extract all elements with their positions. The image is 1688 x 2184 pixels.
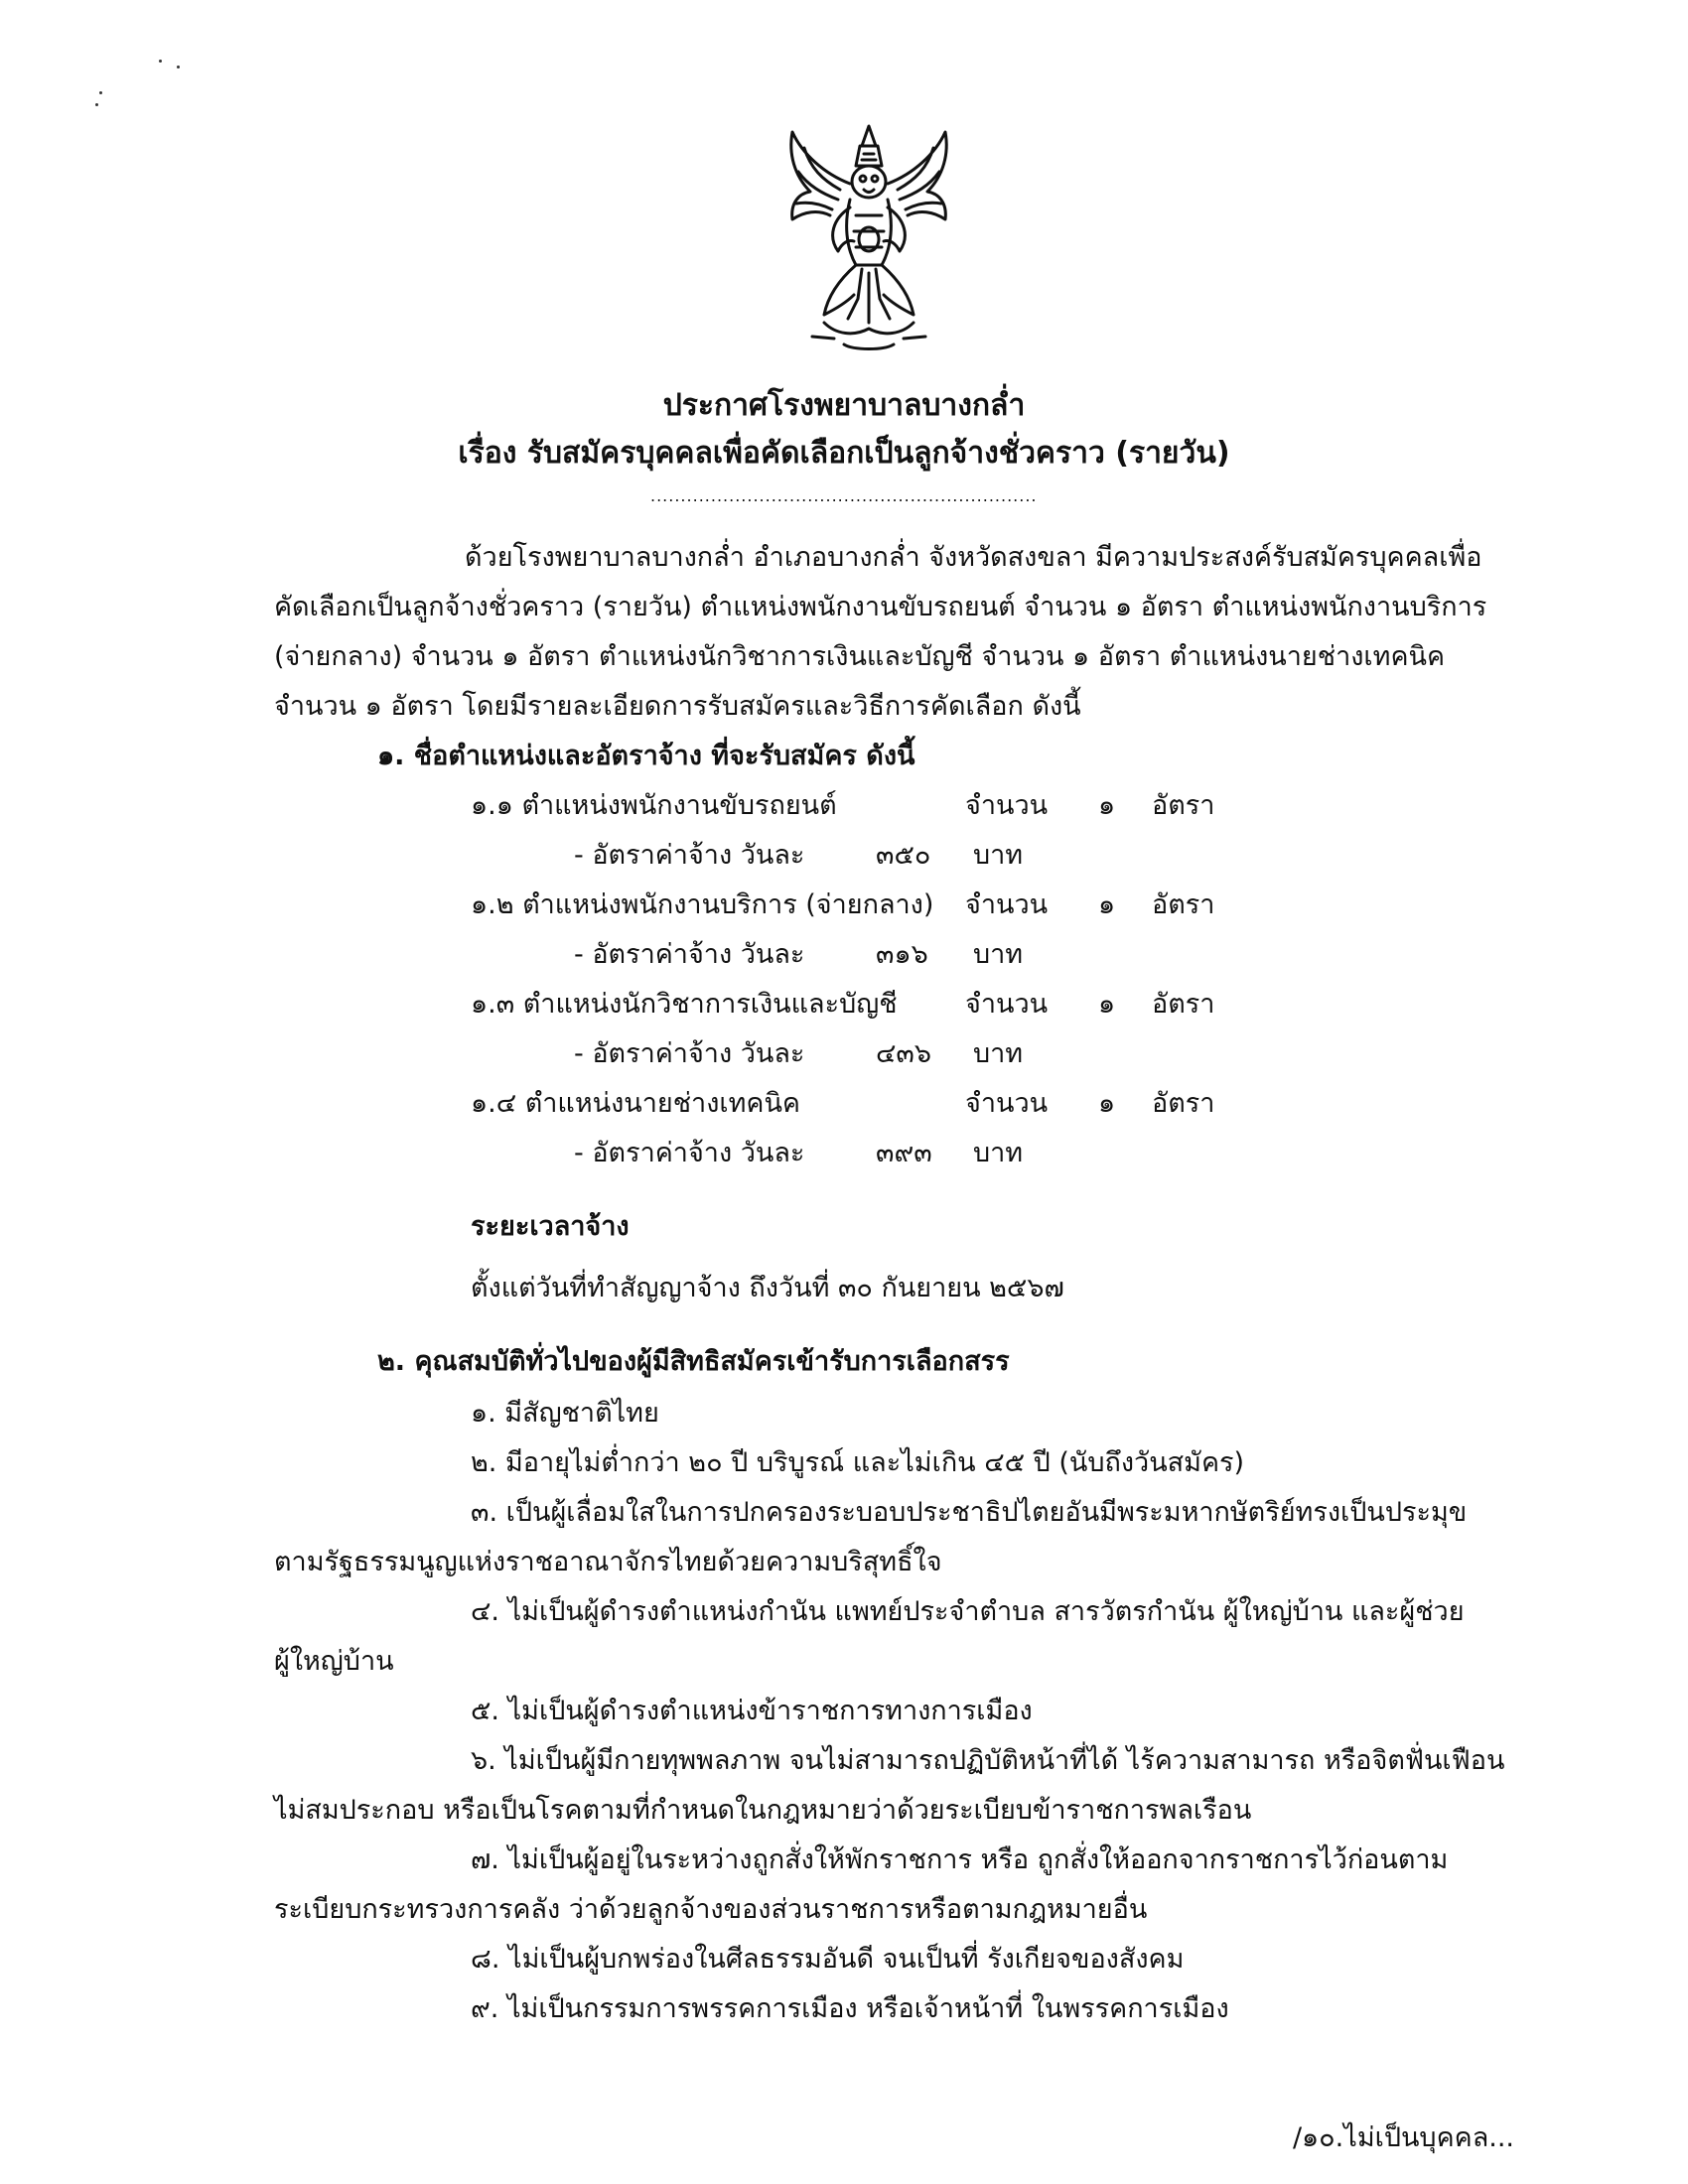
wage-label: - อัตราค่าจ้าง วันละ bbox=[574, 1038, 805, 1069]
position-count: ๑ bbox=[1098, 989, 1116, 1020]
qualification-item: ๗. ไม่เป็นผู้อยู่ในระหว่างถูกสั่งให้พักราชการ หรือ ถูกสั่งให้ออกจากราชการไว้ก่อนตาม bbox=[471, 1844, 1449, 1875]
position-unit: อัตรา bbox=[1152, 790, 1215, 821]
wage-label: - อัตราค่าจ้าง วันละ bbox=[574, 939, 805, 970]
wage-currency: บาท bbox=[973, 1138, 1024, 1168]
wage-label: - อัตราค่าจ้าง วันละ bbox=[574, 1138, 805, 1168]
position-title: ๑.๑ ตำแหน่งพนักงานขับรถยนต์ bbox=[471, 790, 837, 821]
qualification-item: ๓. เป็นผู้เลื่อมใสในการปกครองระบอบประชาธิปไตยอันมีพระมหากษัตริย์ทรงเป็นประมุข bbox=[471, 1497, 1468, 1528]
qualification-item: ผู้ใหญ่บ้าน bbox=[274, 1646, 394, 1677]
intro-line: คัดเลือกเป็นลูกจ้างชั่วคราว (รายวัน) ตำแหน่งพนักงานขับรถยนต์ จำนวน ๑ อัตรา ตำแหน่งพนักงานบริการ bbox=[274, 592, 1487, 622]
position-unit: อัตรา bbox=[1152, 889, 1215, 920]
qualification-item: ๕. ไม่เป็นผู้ดำรงตำแหน่งข้าราชการทางการเมือง bbox=[471, 1696, 1033, 1726]
position-count: ๑ bbox=[1098, 790, 1116, 821]
qualification-item: ๑. มีสัญชาติไทย bbox=[471, 1398, 659, 1429]
period-text: ตั้งแต่วันที่ทำสัญญาจ้าง ถึงวันที่ ๓๐ กันยายน ๒๕๖๗ bbox=[471, 1273, 1064, 1303]
position-count-label: จำนวน bbox=[965, 790, 1049, 821]
qualification-item: ๒. มีอายุไม่ต่ำกว่า ๒๐ ปี บริบูรณ์ และไม่เกิน ๔๕ ปี (นับถึงวันสมัคร) bbox=[471, 1447, 1245, 1478]
wage-value: ๓๑๖ bbox=[876, 939, 928, 970]
qualification-item: ๙. ไม่เป็นกรรมการพรรคการเมือง หรือเจ้าหน้าที่ ในพรรคการเมือง bbox=[471, 1993, 1229, 2024]
position-count-label: จำนวน bbox=[965, 889, 1049, 920]
position-unit: อัตรา bbox=[1152, 1088, 1215, 1119]
position-count: ๑ bbox=[1098, 1088, 1116, 1119]
qualification-item: ๔. ไม่เป็นผู้ดำรงตำแหน่งกำนัน แพทย์ประจำตำบล สารวัตรกำนัน ผู้ใหญ่บ้าน และผู้ช่วย bbox=[471, 1596, 1465, 1627]
scan-speck bbox=[99, 91, 102, 94]
wage-currency: บาท bbox=[973, 840, 1024, 871]
qualification-item: ตามรัฐธรรมนูญแห่งราชอาณาจักรไทยด้วยความบริสุทธิ์ใจ bbox=[274, 1547, 942, 1577]
intro-line: จำนวน ๑ อัตรา โดยมีรายละเอียดการรับสมัครและวิธีการคัดเลือก ดังนี้ bbox=[274, 691, 1081, 722]
position-unit: อัตรา bbox=[1152, 989, 1215, 1020]
scan-speck bbox=[177, 66, 180, 68]
section1-heading: ๑. ชื่อตำแหน่งและอัตราจ้าง ที่จะรับสมัคร ดังนี้ bbox=[377, 741, 915, 771]
announcement-subject: เรื่อง รับสมัครบุคคลเพื่อคัดเลือกเป็นลูกจ้างชั่วคราว (รายวัน) bbox=[458, 436, 1230, 471]
wage-label: - อัตราค่าจ้าง วันละ bbox=[574, 840, 805, 871]
garuda-emblem-icon bbox=[784, 124, 953, 357]
intro-line: ด้วยโรงพยาบาลบางกล่ำ อำเภอบางกล่ำ จังหวัดสงขลา มีความประสงค์รับสมัครบุคคลเพื่อ bbox=[465, 542, 1482, 573]
position-count-label: จำนวน bbox=[965, 989, 1049, 1020]
qualification-item: ระเบียบกระทรวงการคลัง ว่าด้วยลูกจ้างของส่วนราชการหรือตามกฎหมายอื่น bbox=[274, 1894, 1148, 1925]
position-title: ๑.๓ ตำแหน่งนักวิชาการเงินและบัญชี bbox=[471, 989, 898, 1020]
page-continuation: /๑๐.ไม่เป็นบุคคล... bbox=[1292, 2122, 1514, 2153]
title-divider: ................................................................ bbox=[650, 486, 1038, 505]
wage-value: ๓๕๐ bbox=[876, 840, 931, 871]
position-count: ๑ bbox=[1098, 889, 1116, 920]
qualification-item: ๖. ไม่เป็นผู้มีกายทุพพลภาพ จนไม่สามารถปฏิบัติหน้าที่ได้ ไร้ความสามารถ หรือจิตฟั่นเฟือน bbox=[471, 1745, 1505, 1776]
position-count-label: จำนวน bbox=[965, 1088, 1049, 1119]
period-heading: ระยะเวลาจ้าง bbox=[471, 1211, 630, 1242]
wage-currency: บาท bbox=[973, 939, 1024, 970]
qualification-item: ๘. ไม่เป็นผู้บกพร่องในศีลธรรมอันดี จนเป็นที่ รังเกียจของสังคม bbox=[471, 1944, 1185, 1975]
intro-line: (จ่ายกลาง) จำนวน ๑ อัตรา ตำแหน่งนักวิชาการเงินและบัญชี จำนวน ๑ อัตรา ตำแหน่งนายช่างเทคนิค bbox=[274, 641, 1446, 672]
position-title: ๑.๔ ตำแหน่งนายช่างเทคนิค bbox=[471, 1088, 800, 1119]
wage-currency: บาท bbox=[973, 1038, 1024, 1069]
position-title: ๑.๒ ตำแหน่งพนักงานบริการ (จ่ายกลาง) bbox=[471, 889, 934, 920]
wage-value: ๔๓๖ bbox=[876, 1038, 932, 1069]
section2-heading: ๒. คุณสมบัติทั่วไปของผู้มีสิทธิสมัครเข้ารับการเลือกสรร bbox=[377, 1346, 1010, 1377]
wage-value: ๓๙๓ bbox=[876, 1138, 932, 1168]
qualification-item: ไม่สมประกอบ หรือเป็นโรคตามที่กำหนดในกฎหมายว่าด้วยระเบียบข้าราชการพลเรือน bbox=[274, 1795, 1252, 1826]
page-title: ประกาศโรงพยาบาลบางกล่ำ bbox=[662, 388, 1026, 423]
scan-speck bbox=[159, 60, 162, 63]
scan-speck bbox=[95, 103, 98, 106]
